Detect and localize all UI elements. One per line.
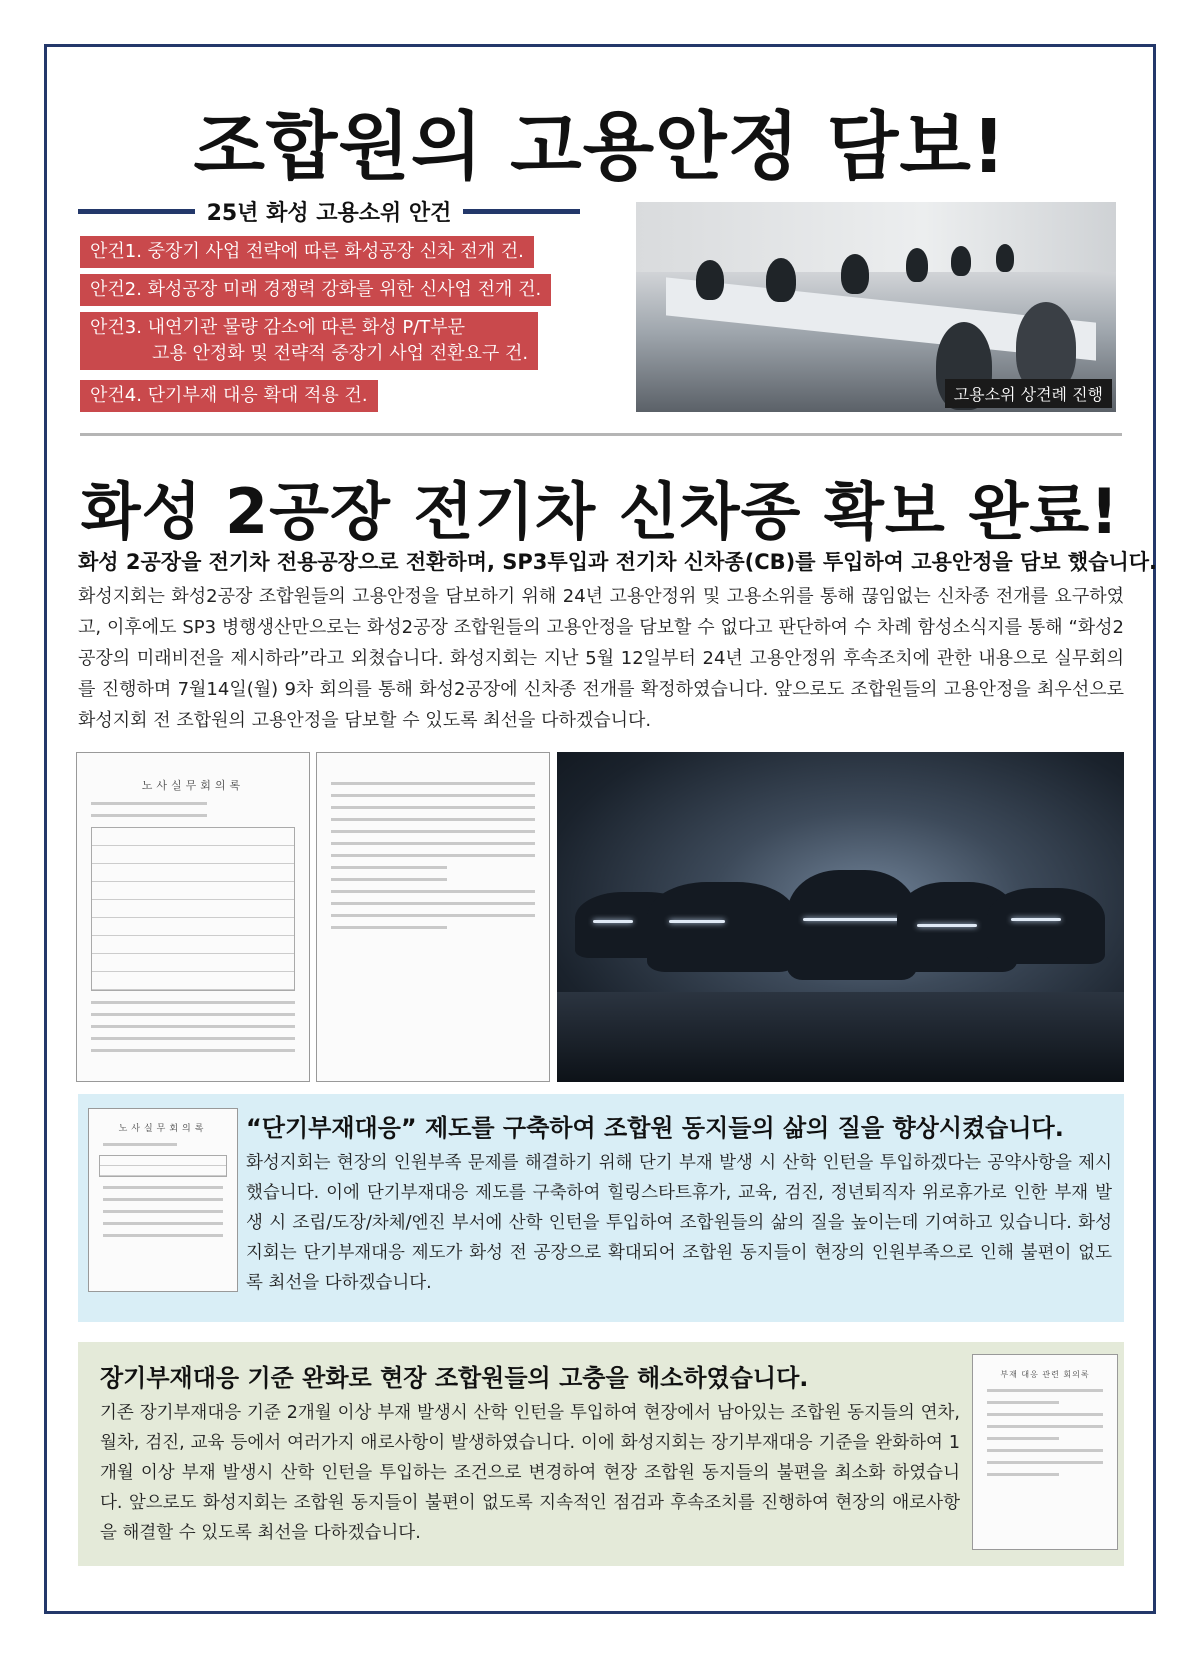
agenda-item-3	[80, 312, 538, 370]
short-term-minutes-document	[88, 1108, 238, 1292]
car-headlight	[1011, 918, 1061, 921]
document-line	[91, 1049, 295, 1052]
photo-person	[951, 246, 971, 276]
photo-person	[841, 254, 869, 294]
document-line	[91, 814, 207, 817]
document-line	[987, 1449, 1103, 1452]
document-line	[331, 842, 535, 845]
agenda-item-sublabel: 고용 안정화 및 전략적 중장기 사업 전환요구 건.	[152, 343, 529, 364]
photo-person	[996, 244, 1014, 272]
photo-caption: 고용소위 상견례 진행	[945, 379, 1112, 408]
agenda-item-label: 안건2. 화성공장 미래 경쟁력 강화를 위한 신사업 전개 건.	[90, 279, 542, 300]
document-title: 노사실무회의록	[118, 1124, 208, 1134]
document-line	[331, 782, 535, 785]
document-line	[987, 1413, 1103, 1416]
document-line	[103, 1222, 223, 1225]
car-headlight	[803, 918, 901, 921]
car-headlight	[917, 924, 977, 927]
document-line	[91, 802, 207, 805]
document-title: 노사실무회의록	[141, 779, 245, 792]
heading-rule-right	[463, 209, 580, 214]
document-line	[103, 1234, 223, 1237]
car-silhouette	[647, 882, 797, 972]
document-line	[987, 1401, 1059, 1404]
document-line	[331, 914, 535, 917]
document-line	[103, 1186, 223, 1189]
photo-person	[906, 248, 928, 282]
document-line	[331, 878, 447, 881]
heading-rule-left	[78, 209, 195, 214]
car-headlight	[593, 920, 633, 923]
short-term-title: “단기부재대응” 제도를 구축하여 조합원 동지들의 삶의 질을 향상시켰습니다.	[246, 1114, 1064, 1142]
document-line	[331, 830, 535, 833]
document-table	[91, 827, 295, 991]
document-line	[331, 890, 535, 893]
document-line	[987, 1437, 1059, 1440]
document-line	[331, 854, 535, 857]
document-line	[103, 1198, 223, 1201]
photo-person	[696, 260, 724, 300]
document-line	[331, 818, 535, 821]
document-line	[91, 1025, 295, 1028]
document-line	[987, 1425, 1103, 1428]
document-line	[331, 794, 535, 797]
long-term-body: 기존 장기부재대응 기준 2개월 이상 부재 발생시 산학 인턴을 투입하여 현장에서 남아있는 조합원 동지들의 연차, 월차, 검진, 교육 등에서 여러가지 애로사항이 발생하였습니다. 이에 화성지회는 장기부재대응 기준을 완화하여 1개월 이상 부재 발생시 산학 인턴을 투입하는 조건으로 변경하여 현장 조합원 동지들의 불편을 최소화 하였습니다. 앞으로도 화성지회는 조합원 동지들이 불편이 없도록 지속적인 점검과 후속조치를 진행하여 현장의 애로사항을 해결할 수 있도록 최선을 다하겠습니다.	[100, 1403, 960, 1543]
meeting-minutes-document-1	[76, 752, 310, 1082]
main-body-text: 화성지회는 화성2공장 조합원들의 고용안정을 담보하기 위해 24년 고용안정위 및 고용소위를 통해 끊임없는 신차종 전개를 요구하였고, 이후에도 SP3 병행생산만으로는 화성2공장 조합원들의 고용안정을 담보할 수 없다고 판단하여 수 차례 함성소식지를 통해 “화성2공장의 미래비전을 제시하라”라고 외쳤습니다. 화성지회는 지난 5월 12일부터 24년 고용안정위 후속조치에 관한 내용으로 실무회의를 진행하며 7월14일(월) 9차 회의를 통해 화성2공장에 신차종 전개를 확정하였습니다. 앞으로도 조합원들의 고용안정을 최우선으로 화성지회 전 조합원의 고용안정을 담보할 수 있도록 최선을 다하겠습니다.	[78, 586, 1124, 731]
agenda-item-4	[80, 380, 378, 412]
agenda-item-label: 안건1. 중장기 사업 전략에 따른 화성공장 신차 전개 건.	[90, 241, 524, 262]
document-line	[987, 1473, 1059, 1476]
document-line	[331, 902, 535, 905]
car-silhouette	[987, 888, 1105, 964]
agenda-item-label: 안건3. 내연기관 물량 감소에 따른 화성 P/T부문	[90, 317, 466, 338]
long-term-minutes-document	[972, 1354, 1118, 1550]
agenda-heading	[78, 194, 580, 228]
document-line	[91, 1013, 295, 1016]
agenda-title: 25년 화성 고용소위 안건	[206, 200, 452, 226]
document-line	[103, 1143, 177, 1146]
document-line	[91, 1001, 295, 1004]
meeting-minutes-document-2	[316, 752, 550, 1082]
long-term-title: 장기부재대응 기준 완화로 현장 조합원들의 고충을 해소하였습니다.	[100, 1364, 809, 1392]
second-headline: 화성 2공장 전기차 신차종 확보 완료!	[80, 475, 1120, 548]
car-headlight	[669, 920, 725, 923]
agenda-item-label: 안건4. 단기부재 대응 확대 적용 건.	[90, 385, 368, 406]
ev-lineup-photo	[557, 752, 1124, 1082]
photo-person	[766, 258, 796, 302]
meeting-photo	[636, 202, 1116, 412]
document-table	[99, 1155, 227, 1177]
document-line	[331, 806, 535, 809]
section-divider	[80, 433, 1122, 436]
document-line	[103, 1210, 223, 1213]
document-line	[987, 1461, 1103, 1464]
lead-sentence: 화성 2공장을 전기차 전용공장으로 전환하며, SP3투입과 전기차 신차종(CB)를 투입하여 고용안정을 담보 했습니다.	[78, 550, 1158, 574]
document-title: 부재 대응 관련 회의록	[1000, 1370, 1090, 1379]
short-term-body: 화성지회는 현장의 인원부족 문제를 해결하기 위해 단기 부재 발생 시 산학 인턴을 투입하겠다는 공약사항을 제시했습니다. 이에 단기부재대응 제도를 구축하여 힐링스타트휴가, 교육, 검진, 정년퇴직자 위로휴가로 인한 부재 발생 시 조립/도장/차체/엔진 부서에 산학 인턴을 투입하여 조합원들의 삶의 질을 높이는데 기여하고 있습니다. 화성지회는 단기부재대응 제도가 화성 전 공장으로 확대되어 조합원 동지들이 현장의 인원부족으로 인해 불편이 없도록 최선을 다하겠습니다.	[246, 1153, 1112, 1293]
main-headline: 조합원의 고용안정 담보!	[193, 104, 1007, 190]
photo-floor	[557, 992, 1124, 1082]
agenda-item-1	[80, 236, 534, 268]
agenda-item-2	[80, 274, 551, 306]
document-line	[91, 1037, 295, 1040]
document-line	[331, 926, 447, 929]
document-line	[331, 866, 447, 869]
document-line	[987, 1389, 1103, 1392]
